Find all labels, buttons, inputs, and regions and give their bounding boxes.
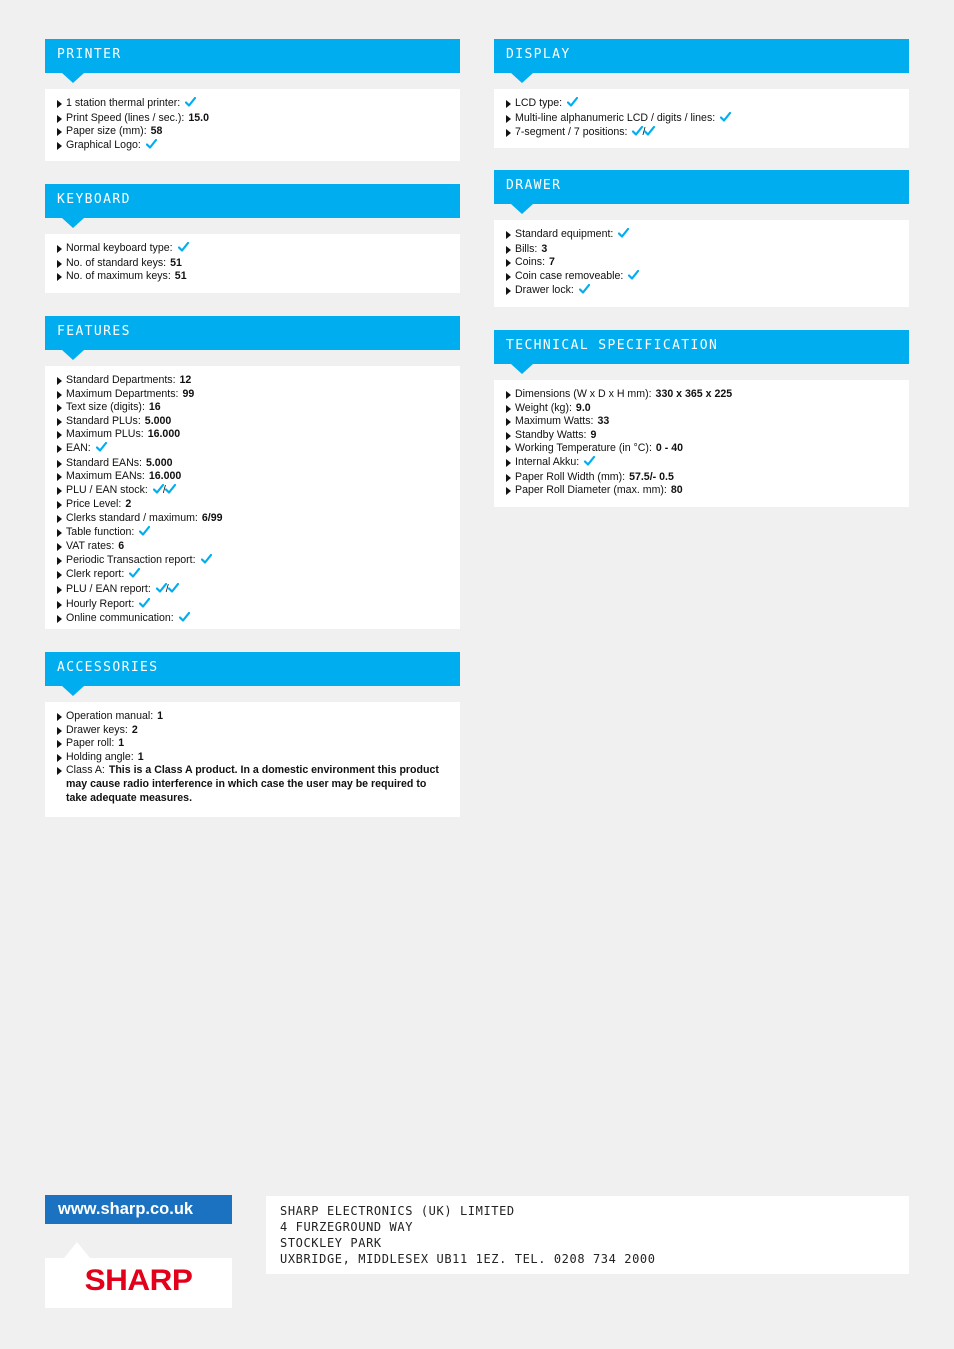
checkmark-icon xyxy=(139,598,150,613)
spec-label: Table function: xyxy=(66,525,135,538)
checkmark-icon xyxy=(139,526,150,541)
features-spec-item xyxy=(55,415,450,429)
printer-list xyxy=(55,97,450,153)
features-spec-item xyxy=(55,598,450,613)
spec-label: Drawer lock: xyxy=(515,284,574,297)
spec-label: Hourly Report: xyxy=(66,597,135,610)
spec-label: Weight (kg): xyxy=(515,401,572,414)
display-body xyxy=(494,89,909,148)
technical-spec-item xyxy=(504,429,899,443)
accessories-spec-item xyxy=(55,737,450,751)
accessories-spec-item xyxy=(55,764,450,805)
spec-label: Working Temperature (in °C): xyxy=(515,442,652,455)
drawer-list xyxy=(504,228,899,299)
spec-value: 6/99 xyxy=(201,511,223,524)
technical-header: TECHNICAL SPECIFICATION xyxy=(494,330,909,364)
spec-label: Holding angle: xyxy=(66,750,134,763)
keyboard-section xyxy=(45,184,460,293)
checkmark-icon xyxy=(579,284,590,299)
spec-label: Standard EANs: xyxy=(66,456,142,469)
checkmark-icon xyxy=(129,568,140,583)
checkmark-icon xyxy=(179,612,190,627)
spec-value: 330 x 365 x 225 xyxy=(655,388,733,400)
display-list xyxy=(504,97,899,141)
spec-label: Normal keyboard type: xyxy=(66,242,173,254)
technical-spec-item xyxy=(504,442,899,456)
spec-value: 80 xyxy=(670,484,683,497)
keyboard-list xyxy=(55,242,450,284)
spec-value: 99 xyxy=(182,387,195,400)
features-spec-item xyxy=(55,498,450,512)
spec-label: Paper size (mm): xyxy=(66,125,147,138)
spec-label: Maximum PLUs: xyxy=(66,428,144,441)
address-line: STOCKLEY PARK xyxy=(280,1236,382,1250)
spec-label: Coin case removeable: xyxy=(515,269,624,282)
accessories-spec-item xyxy=(55,710,450,724)
spec-label: Periodic Transaction report: xyxy=(66,553,196,566)
spec-label: No. of maximum keys: xyxy=(66,270,171,283)
spec-label: LCD type: xyxy=(515,97,563,109)
company-address xyxy=(266,1196,909,1274)
features-spec-item xyxy=(55,457,450,471)
spec-label: EAN: xyxy=(66,441,91,454)
spec-label: Standard Departments: xyxy=(66,374,176,386)
keyboard-spec-item xyxy=(55,242,450,257)
keyboard-spec-item xyxy=(55,257,450,271)
spec-label: Standby Watts: xyxy=(515,428,587,441)
technical-list xyxy=(504,388,899,498)
spec-value: 1 xyxy=(118,737,125,750)
spec-label: Paper Roll Width (mm): xyxy=(515,470,626,483)
features-spec-item xyxy=(55,512,450,526)
spec-value: 12 xyxy=(179,374,192,386)
features-spec-item xyxy=(55,442,450,457)
keyboard-header: KEYBOARD xyxy=(45,184,460,218)
spec-value: 33 xyxy=(597,415,610,428)
spec-value: 2 xyxy=(131,723,138,736)
spec-label: Maximum Watts: xyxy=(515,415,594,428)
spec-value: 6 xyxy=(118,540,125,553)
spec-label: 1 station thermal printer: xyxy=(66,97,181,109)
technical-spec-item xyxy=(504,402,899,416)
features-spec-item xyxy=(55,568,450,583)
spec-value: 7 xyxy=(549,256,555,269)
spec-label: 7-segment / 7 positions: xyxy=(515,126,628,139)
checkmark-icon xyxy=(146,139,157,154)
accessories-spec-item xyxy=(55,751,450,765)
technical-body xyxy=(494,380,909,507)
checkmark-icon xyxy=(644,126,655,141)
spec-value: 58 xyxy=(150,125,163,138)
spec-label: Online communication: xyxy=(66,612,174,625)
spec-value: This is a Class A product. In a domestic environment this product may cause radio interference in which case the user may be required to take adequate measures. xyxy=(66,764,439,804)
display-header: DISPLAY xyxy=(494,39,909,73)
spec-label: Maximum EANs: xyxy=(66,470,145,483)
features-spec-item xyxy=(55,484,450,499)
technical-spec-item xyxy=(504,456,899,471)
printer-spec-item xyxy=(55,97,450,112)
spec-label: Bills: xyxy=(515,242,538,255)
spec-label: Paper Roll Diameter (max. mm): xyxy=(515,484,667,497)
technical-spec-item xyxy=(504,484,899,498)
spec-label: Price Level: xyxy=(66,498,122,511)
drawer-body xyxy=(494,220,909,307)
spec-label: VAT rates: xyxy=(66,540,115,553)
checkmark-icon xyxy=(618,228,629,243)
checkmark-icon xyxy=(178,242,189,257)
technical-spec-item xyxy=(504,388,899,402)
spec-value: 16 xyxy=(148,401,161,414)
keyboard-spec-item xyxy=(55,270,450,284)
spec-label: Print Speed (lines / sec.): xyxy=(66,111,185,124)
spec-label: Graphical Logo: xyxy=(66,138,141,151)
checkmark-icon xyxy=(96,442,107,457)
printer-header: PRINTER xyxy=(45,39,460,73)
features-body xyxy=(45,366,460,629)
drawer-spec-item xyxy=(504,243,899,257)
technical-section xyxy=(494,330,909,507)
display-section xyxy=(494,39,909,148)
accessories-spec-item xyxy=(55,724,450,738)
spec-value: 1 xyxy=(137,750,144,763)
spec-value: 15.0 xyxy=(188,111,209,124)
spec-value: 0 - 40 xyxy=(655,442,683,455)
drawer-section xyxy=(494,170,909,307)
features-spec-item xyxy=(55,526,450,541)
keyboard-body xyxy=(45,234,460,293)
checkmark-icon xyxy=(162,483,176,499)
spec-label: Clerks standard / maximum: xyxy=(66,511,198,524)
features-spec-item xyxy=(55,540,450,554)
slash-separator: / xyxy=(642,126,646,139)
spec-label: Dimensions (W x D x H mm): xyxy=(515,388,652,400)
features-spec-item xyxy=(55,554,450,569)
checkmark-icon xyxy=(165,582,179,598)
features-spec-item xyxy=(55,388,450,402)
drawer-spec-item xyxy=(504,284,899,299)
spec-label: Standard PLUs: xyxy=(66,414,141,427)
spec-value: 1 xyxy=(157,710,164,722)
printer-section xyxy=(45,39,460,161)
spec-value: 51 xyxy=(170,256,182,269)
spec-label: Standard equipment: xyxy=(515,228,614,240)
spec-label: Operation manual: xyxy=(66,710,154,722)
drawer-spec-item xyxy=(504,270,899,285)
accessories-header: ACCESSORIES xyxy=(45,652,460,686)
spec-label: Coins: xyxy=(515,256,546,269)
accessories-body xyxy=(45,702,460,817)
spec-value: 51 xyxy=(174,270,187,283)
printer-spec-item xyxy=(55,139,450,154)
features-spec-item xyxy=(55,583,450,598)
spec-label: PLU / EAN report: xyxy=(66,582,151,595)
spec-label: Maximum Departments: xyxy=(66,387,179,400)
spec-label: No. of standard keys: xyxy=(66,256,167,269)
features-header: FEATURES xyxy=(45,316,460,350)
checkmark-icon xyxy=(628,270,639,285)
address-line: 4 FURZEGROUND WAY xyxy=(280,1220,414,1234)
sharp-logo-text: SHARP xyxy=(84,1264,193,1297)
display-spec-item xyxy=(504,97,899,112)
drawer-header: DRAWER xyxy=(494,170,909,204)
logo-notch xyxy=(64,1242,90,1258)
slash-separator: / xyxy=(162,483,166,496)
spec-label: Clerk report: xyxy=(66,568,125,581)
drawer-spec-item xyxy=(504,256,899,270)
accessories-section xyxy=(45,652,460,817)
slash-separator: / xyxy=(165,582,169,595)
printer-spec-item xyxy=(55,125,450,139)
checkmark-icon xyxy=(720,112,731,127)
spec-value: 57.5/- 0.5 xyxy=(629,470,674,483)
spec-label: Internal Akku: xyxy=(515,455,580,468)
spec-value: 5.000 xyxy=(144,414,172,427)
checkmark-icon xyxy=(185,97,196,112)
features-list xyxy=(55,374,450,627)
display-spec-item xyxy=(504,112,899,127)
spec-label: Class A: xyxy=(66,764,105,777)
spec-value: 16.000 xyxy=(147,428,181,441)
spec-label: PLU / EAN stock: xyxy=(66,483,148,496)
accessories-list xyxy=(55,710,450,805)
spec-value: 3 xyxy=(541,242,548,255)
printer-body xyxy=(45,89,460,161)
features-spec-item xyxy=(55,470,450,484)
technical-spec-item xyxy=(504,471,899,485)
features-spec-item xyxy=(55,612,450,627)
spec-label: Drawer keys: xyxy=(66,723,128,736)
printer-spec-item xyxy=(55,112,450,126)
spec-value: 16.000 xyxy=(148,470,182,483)
spec-label: Paper roll: xyxy=(66,737,115,750)
drawer-spec-item xyxy=(504,228,899,243)
checkmark-icon xyxy=(584,456,595,471)
spec-value: 5.000 xyxy=(145,456,173,469)
features-spec-item xyxy=(55,428,450,442)
spec-value: 2 xyxy=(125,498,132,511)
spec-label: Text size (digits): xyxy=(66,401,145,414)
checkmark-icon xyxy=(201,554,212,569)
features-section xyxy=(45,316,460,629)
sharp-logo xyxy=(45,1258,232,1308)
address-line: SHARP ELECTRONICS (UK) LIMITED xyxy=(280,1204,515,1218)
website-link[interactable]: www.sharp.co.uk xyxy=(45,1195,232,1224)
features-spec-item xyxy=(55,401,450,415)
features-spec-item xyxy=(55,374,450,388)
spec-value: 9.0 xyxy=(575,401,591,414)
spec-value: 9 xyxy=(590,428,597,441)
display-spec-item xyxy=(504,126,899,141)
address-line: UXBRIDGE, MIDDLESEX UB11 1EZ. TEL. 0208 734 2000 xyxy=(280,1252,656,1266)
checkmark-icon xyxy=(567,97,578,112)
spec-label: Multi-line alphanumeric LCD / digits / lines: xyxy=(515,111,716,124)
technical-spec-item xyxy=(504,415,899,429)
